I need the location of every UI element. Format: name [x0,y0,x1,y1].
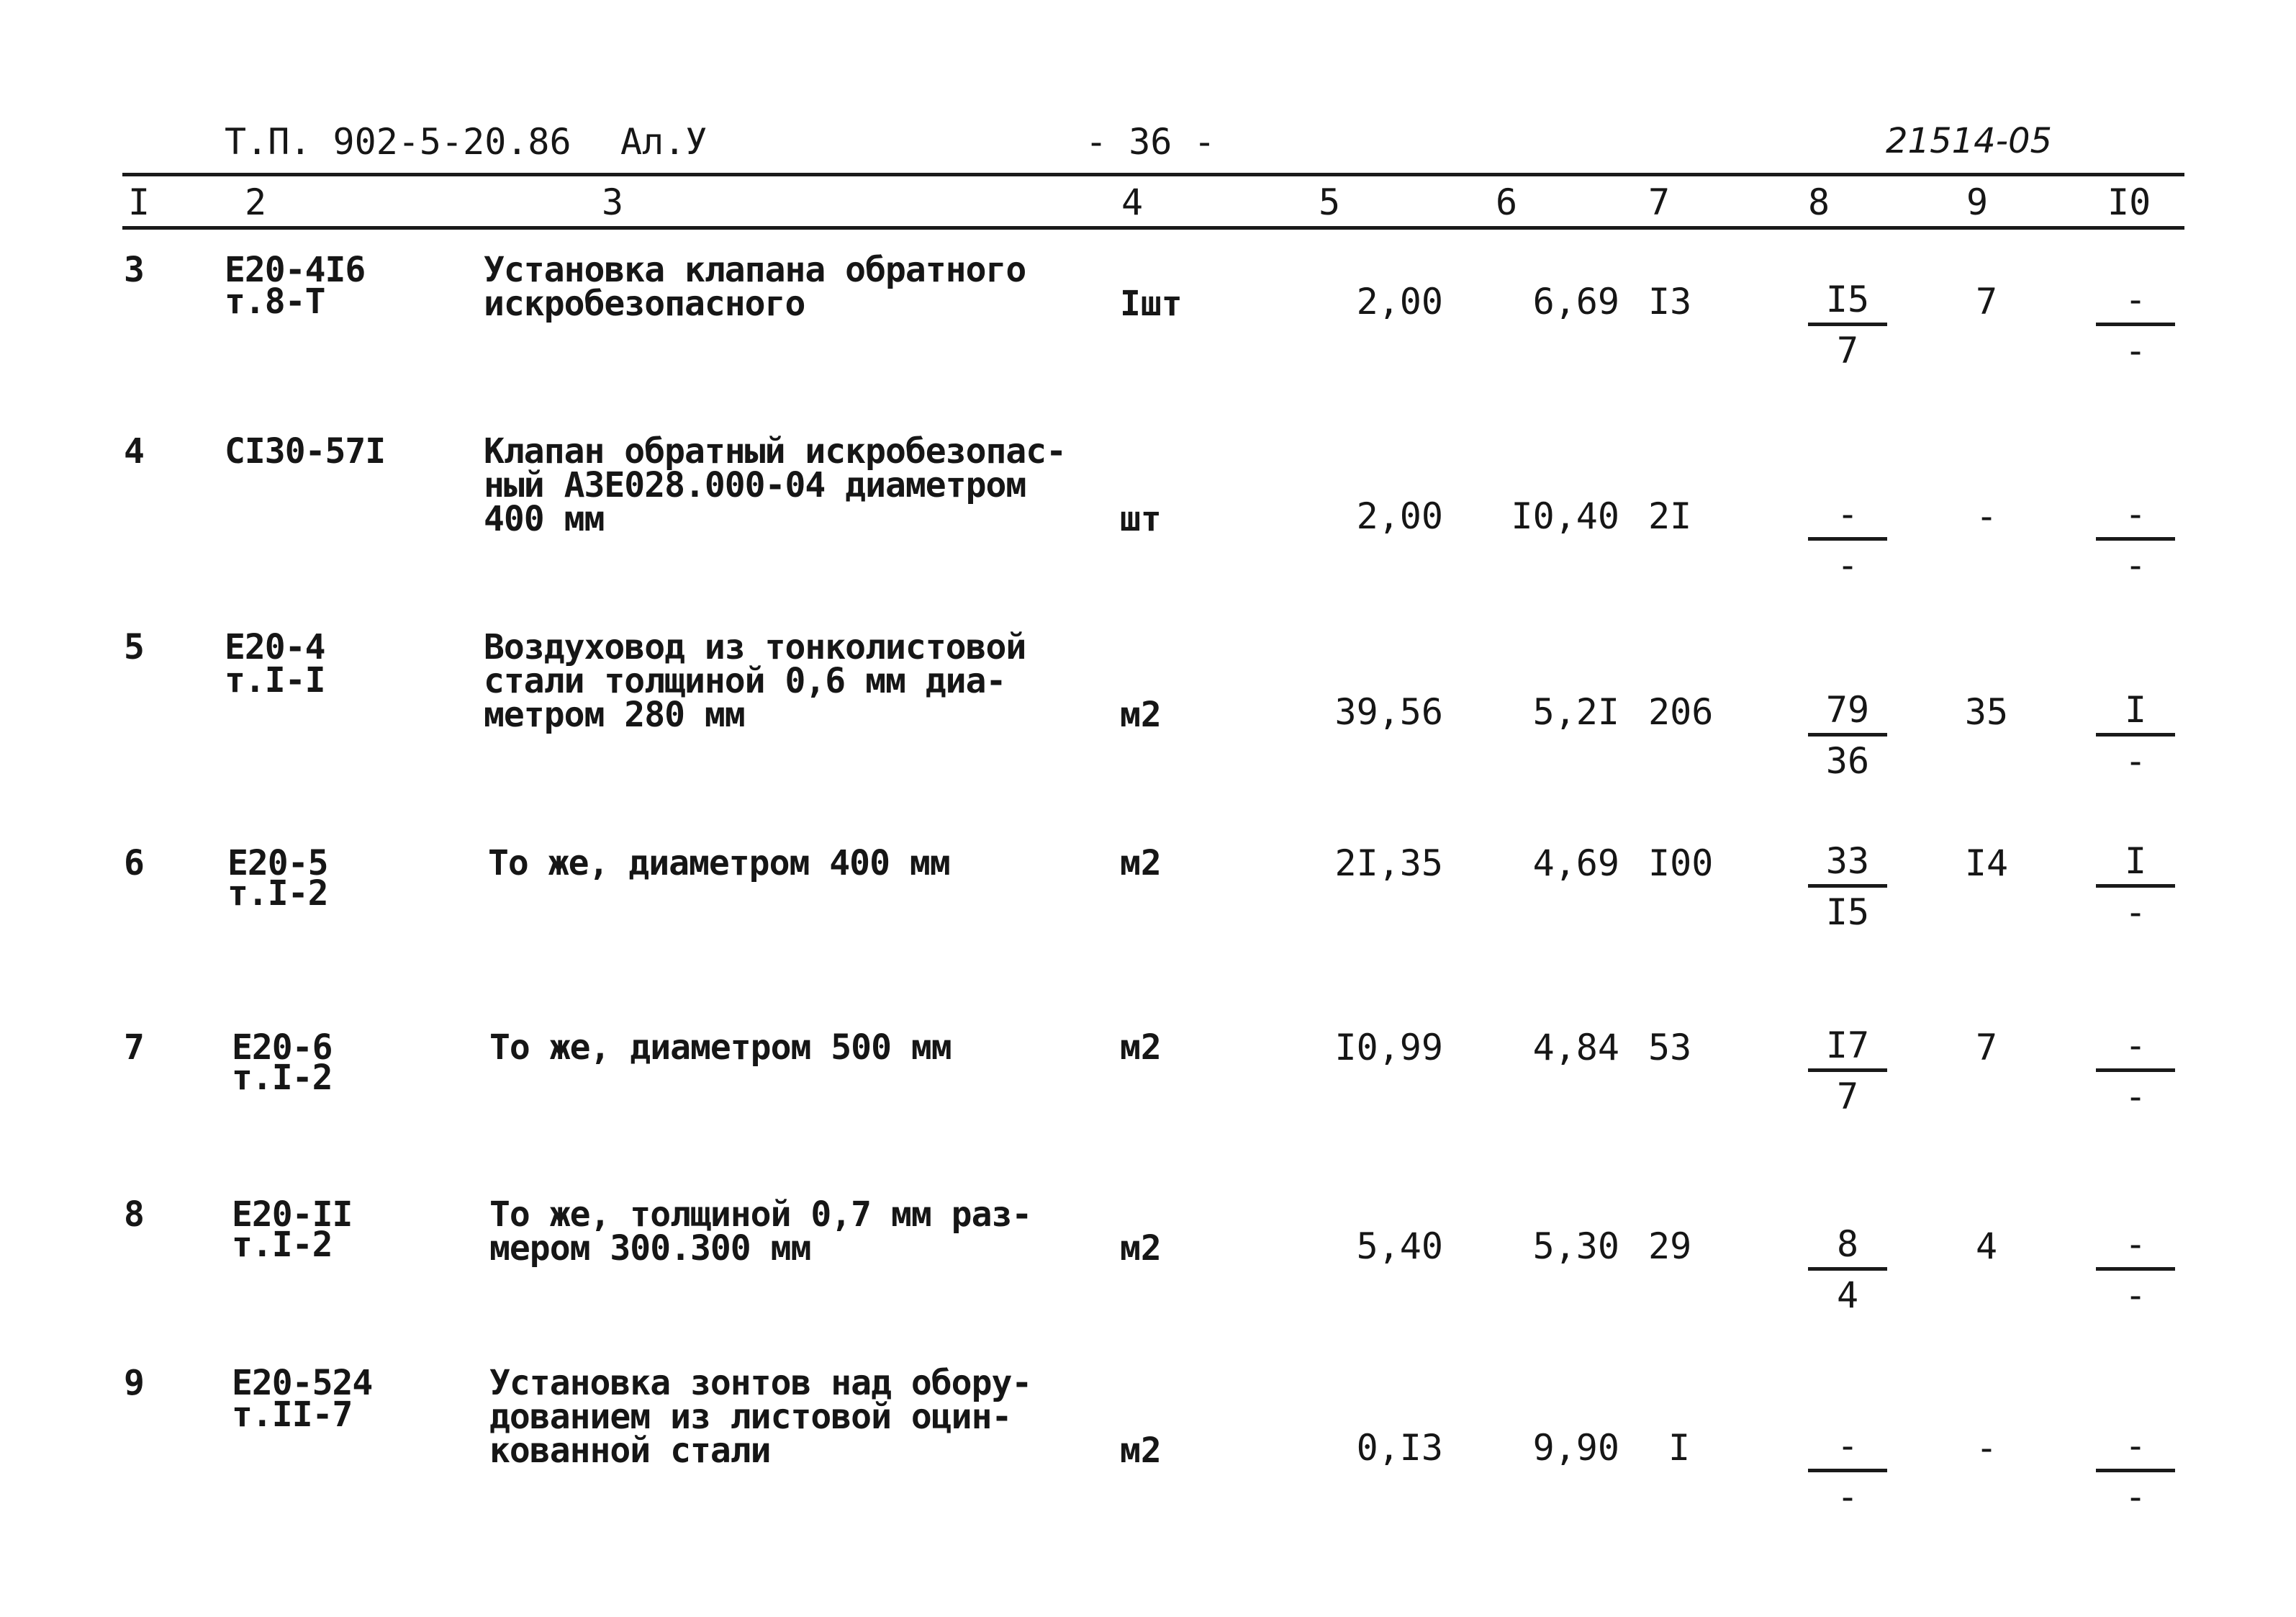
unit-of-measure: м2 [1120,1027,1162,1068]
total-cost: I3 [1648,281,1692,323]
column-10-fraction [2096,492,2175,587]
work-description-line: искробезопасного [484,284,805,324]
column-header-10: I0 [2107,181,2151,223]
column-header-5: 5 [1319,181,1341,223]
column-10-fraction [2096,1222,2175,1317]
norm-code: Е20-4 [225,627,325,667]
work-description-line: кованной стали [489,1431,771,1471]
work-description-line: Установка клапана обратного [484,250,1026,290]
column-9-value: 4 [1975,1225,1998,1267]
fraction-numerator: - [1836,493,1859,535]
fraction-denominator: - [1836,1476,1859,1518]
total-cost: 29 [1648,1225,1692,1267]
fraction-numerator: I [2124,840,2147,882]
norm-code: Е20-4I6 [225,250,366,290]
unit-of-measure: м2 [1120,1431,1162,1471]
fraction-numerator: I7 [1825,1024,1870,1066]
quantity: I0,99 [1334,1027,1443,1068]
fraction-bar [2096,1267,2175,1271]
norm-table-ref: т.I-2 [232,1225,333,1265]
total-cost: I [1668,1427,1691,1469]
fraction-bar [1808,884,1887,888]
total-cost: 206 [1648,691,1714,733]
fraction-denominator: - [2124,1076,2147,1117]
fraction-bar [2096,323,2175,326]
fraction-denominator: - [2124,740,2147,782]
row-number: 3 [124,250,145,290]
column-9-value: - [1975,495,1998,537]
row-number: 6 [124,843,145,883]
work-description-line: То же, диаметром 400 мм [488,843,950,883]
unit-of-measure: м2 [1120,843,1162,883]
total-cost: 2I [1648,495,1692,537]
document-number: 21514-05 [1886,121,2053,161]
total-cost: I00 [1648,842,1714,884]
row-number: 5 [124,627,145,667]
fraction-denominator: - [2124,1476,2147,1518]
fraction-bar [2096,1469,2175,1472]
cost-fraction [1808,839,1887,934]
work-description-line: Воздуховод из тонколистовой [484,627,1026,667]
column-10-fraction [2096,839,2175,934]
unit-of-measure: шт [1120,499,1162,539]
fraction-numerator: - [2124,1024,2147,1066]
unit-cost: 5,2I [1532,691,1619,733]
work-description-line: мером 300.300 мм [489,1228,811,1269]
norm-code: Е20-II [232,1194,353,1235]
quantity: 39,56 [1334,691,1443,733]
fraction-bar [1808,733,1887,737]
quantity: 2I,35 [1334,842,1443,884]
work-description-line: дованием из листовой оцин- [489,1397,1012,1437]
document-code: Т.П. 902-5-20.86 [225,121,571,163]
quantity: 5,40 [1356,1225,1443,1267]
norm-table-ref: т.II-7 [232,1395,353,1435]
column-10-fraction [2096,688,2175,783]
quantity: 2,00 [1356,495,1443,537]
fraction-denominator: I5 [1825,891,1870,933]
column-10-fraction [2096,278,2175,372]
fraction-numerator: I5 [1825,279,1870,320]
fraction-bar [2096,1068,2175,1072]
fraction-bar [1808,1267,1887,1271]
column-10-fraction [2096,1424,2175,1518]
cost-fraction [1808,1424,1887,1518]
column-9-value: - [1975,1427,1998,1469]
cost-fraction [1808,1024,1887,1118]
fraction-bar [1808,1469,1887,1472]
fraction-bar [1808,323,1887,326]
fraction-denominator: - [2124,544,2147,586]
unit-cost: 4,84 [1532,1027,1619,1068]
fraction-denominator: 36 [1825,740,1870,782]
norm-table-ref: т.8-Т [225,281,325,322]
album-number: Ал.У [620,121,708,163]
fraction-bar [1808,1068,1887,1072]
fraction-denominator: - [2124,330,2147,371]
fraction-bar [2096,733,2175,737]
cost-fraction [1808,492,1887,587]
norm-code: Е20-5 [227,843,328,883]
page-number: - 36 - [1085,121,1216,163]
fraction-numerator: - [2124,1223,2147,1265]
fraction-numerator: I [2124,689,2147,731]
fraction-numerator: - [2124,1425,2147,1467]
unit-of-measure: м2 [1120,695,1162,735]
row-number: 9 [124,1363,145,1403]
fraction-bar [2096,884,2175,888]
fraction-denominator: 7 [1836,1076,1859,1117]
fraction-numerator: - [1836,1425,1859,1467]
norm-table-ref: т.I-2 [232,1058,333,1098]
column-9-value: 7 [1975,1027,1998,1068]
column-header-4: 4 [1121,181,1144,223]
unit-of-measure: Iшт [1120,284,1183,324]
unit-cost: 5,30 [1532,1225,1619,1267]
fraction-denominator: - [2124,1274,2147,1316]
quantity: 0,I3 [1356,1427,1443,1469]
column-header-1: I [128,181,150,223]
fraction-numerator: 79 [1825,689,1870,731]
column-10-fraction [2096,1024,2175,1118]
total-cost: 53 [1648,1027,1692,1068]
work-description-line: То же, диаметром 500 мм [489,1027,952,1068]
header-top-rule [122,173,2184,176]
quantity: 2,00 [1356,281,1443,323]
work-description-line: метром 280 мм [484,695,745,735]
fraction-bar [2096,537,2175,541]
column-header-2: 2 [245,181,267,223]
column-9-value: 35 [1964,691,2009,733]
row-number: 4 [124,431,145,472]
unit-cost: I0,40 [1511,495,1619,537]
column-header-6: 6 [1496,181,1518,223]
fraction-bar [1808,537,1887,541]
work-description-line: ный А3Е028.000-04 диаметром [484,465,1026,505]
unit-cost: 4,69 [1532,842,1619,884]
norm-code: СI30-57I [225,431,386,472]
column-header-3: 3 [602,181,624,223]
row-number: 7 [124,1027,145,1068]
fraction-numerator: - [2124,493,2147,535]
column-header-7: 7 [1648,181,1671,223]
norm-code: Е20-6 [232,1027,333,1068]
fraction-denominator: - [1836,544,1859,586]
cost-fraction [1808,688,1887,783]
fraction-numerator: 8 [1836,1223,1859,1265]
work-description-line: Клапан обратный искробезопас- [484,431,1067,472]
norm-code: Е20-524 [232,1363,373,1403]
norm-table-ref: т.I-2 [227,873,328,914]
fraction-denominator: 4 [1836,1274,1859,1316]
column-9-value: 7 [1975,281,1998,323]
fraction-numerator: - [2124,279,2147,320]
header-bottom-rule [122,226,2184,230]
column-9-value: I4 [1964,842,2009,884]
norm-table-ref: т.I-I [225,660,325,701]
unit-of-measure: м2 [1120,1228,1162,1269]
fraction-denominator: 7 [1836,330,1859,371]
unit-cost: 6,69 [1532,281,1619,323]
column-header-9: 9 [1966,181,1989,223]
cost-fraction [1808,278,1887,372]
work-description-line: То же, толщиной 0,7 мм раз- [489,1194,1032,1235]
column-header-8: 8 [1808,181,1830,223]
work-description-line: Установка зонтов над обору- [489,1363,1032,1403]
unit-cost: 9,90 [1532,1427,1619,1469]
row-number: 8 [124,1194,145,1235]
work-description-line: стали толщиной 0,6 мм диа- [484,661,1006,701]
fraction-denominator: - [2124,891,2147,933]
cost-fraction [1808,1222,1887,1317]
work-description-line: 400 мм [484,499,605,539]
fraction-numerator: 33 [1825,840,1870,882]
